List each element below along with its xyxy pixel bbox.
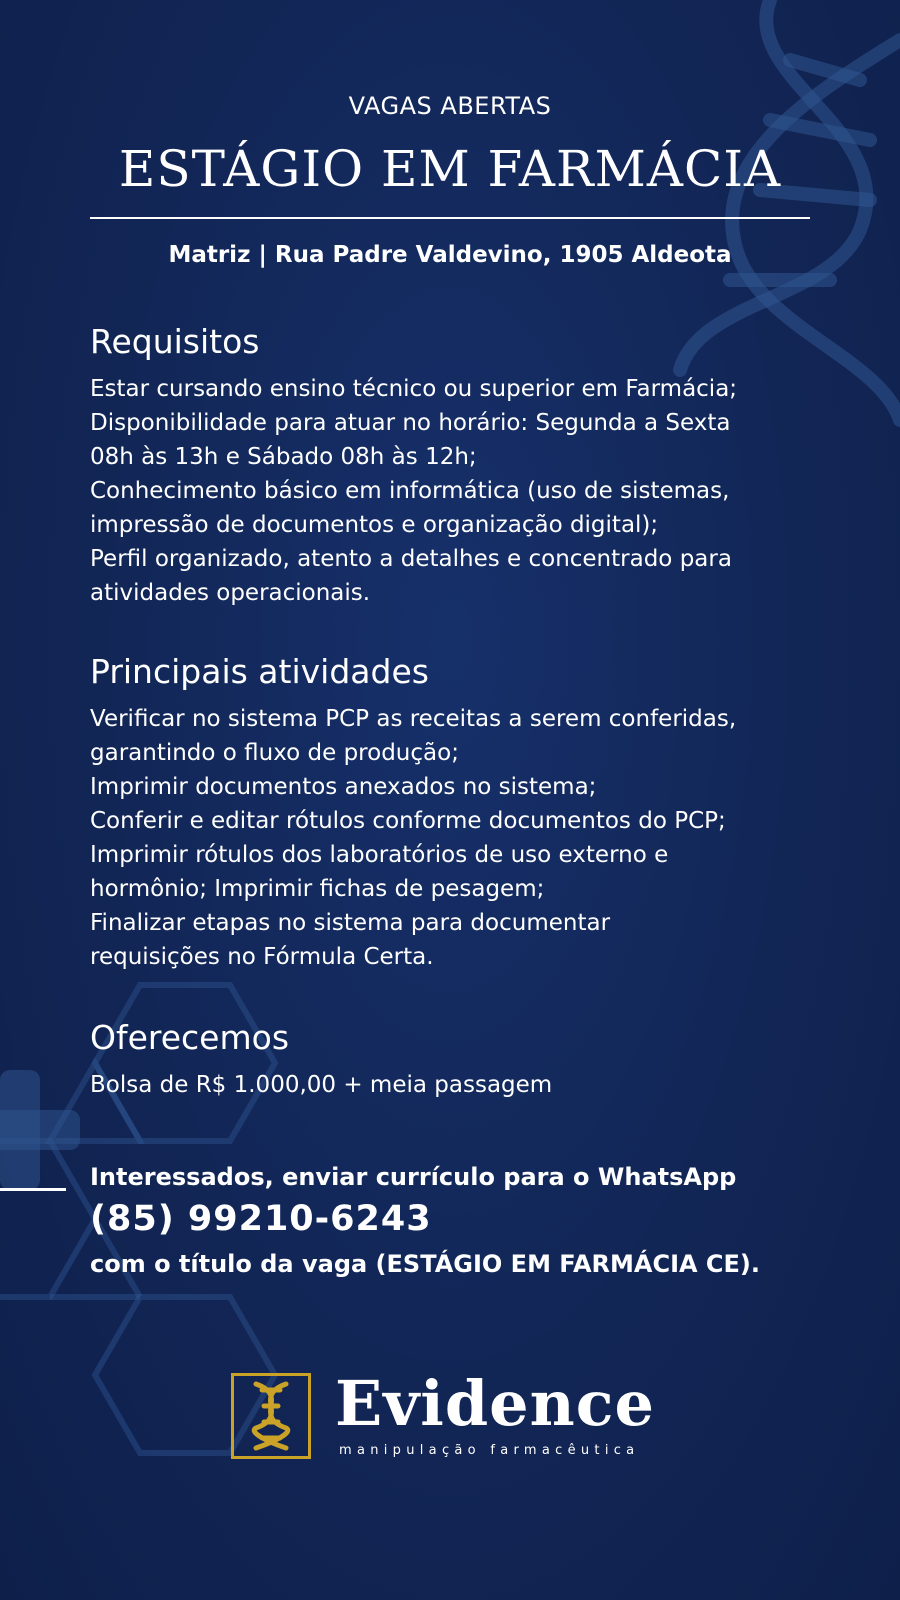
address-line: Matriz | Rua Padre Valdevino, 1905 Aldeota bbox=[168, 242, 732, 268]
list-item: Verificar no sistema PCP as receitas a serem conferidas, bbox=[90, 706, 737, 732]
section-atividades bbox=[90, 652, 820, 974]
logo-wordmark: Evidence bbox=[335, 1367, 655, 1440]
section-oferecemos bbox=[90, 1018, 820, 1102]
section-heading: Principais atividades bbox=[90, 652, 429, 691]
section-body bbox=[90, 702, 820, 974]
list-item: 08h às 13h e Sábado 08h às 12h; bbox=[90, 444, 477, 470]
list-item: requisições no Fórmula Certa. bbox=[90, 944, 434, 970]
list-item: Finalizar etapas no sistema para documentar bbox=[90, 910, 611, 936]
section-heading: Requisitos bbox=[90, 322, 260, 361]
list-item: hormônio; Imprimir fichas de pesagem; bbox=[90, 876, 545, 902]
list-item: Bolsa de R$ 1.000,00 + meia passagem bbox=[90, 1072, 553, 1098]
list-item: Imprimir rótulos dos laboratórios de uso externo e bbox=[90, 842, 669, 868]
whatsapp-phone[interactable]: (85) 99210-6243 bbox=[90, 1199, 432, 1239]
list-item: Estar cursando ensino técnico ou superior em Farmácia; bbox=[90, 376, 738, 402]
section-body bbox=[90, 372, 820, 610]
cta-text-subject: com o título da vaga (ESTÁGIO EM FARMÁCIA CE). bbox=[90, 1250, 761, 1278]
kicker-label: VAGAS ABERTAS bbox=[348, 92, 552, 120]
list-item: garantindo o fluxo de produção; bbox=[90, 740, 459, 766]
list-item: impressão de documentos e organização digital); bbox=[90, 512, 659, 538]
section-requisitos bbox=[90, 322, 820, 610]
section-heading: Oferecemos bbox=[90, 1018, 290, 1057]
section-body bbox=[90, 1068, 820, 1102]
brand-logo bbox=[231, 1367, 671, 1473]
list-item: Imprimir documentos anexados no sistema; bbox=[90, 774, 597, 800]
list-item: atividades operacionais. bbox=[90, 580, 371, 606]
list-item: Conferir e editar rótulos conforme documentos do PCP; bbox=[90, 808, 726, 834]
cta-text: Interessados, enviar currículo para o WhatsApp bbox=[90, 1163, 737, 1191]
list-item: Perfil organizado, atento a detalhes e concentrado para bbox=[90, 546, 732, 572]
contact-callout bbox=[90, 1160, 850, 1282]
cta-accent-line bbox=[0, 1188, 66, 1191]
logo-tagline: manipulação farmacêutica bbox=[339, 1443, 640, 1458]
title-divider bbox=[90, 217, 810, 219]
list-item: Disponibilidade para atuar no horário: Segunda a Sexta bbox=[90, 410, 731, 436]
dna-logo-icon bbox=[231, 1373, 311, 1459]
list-item: Conhecimento básico em informática (uso de sistemas, bbox=[90, 478, 730, 504]
page-title: ESTÁGIO EM FARMÁCIA bbox=[118, 140, 782, 198]
